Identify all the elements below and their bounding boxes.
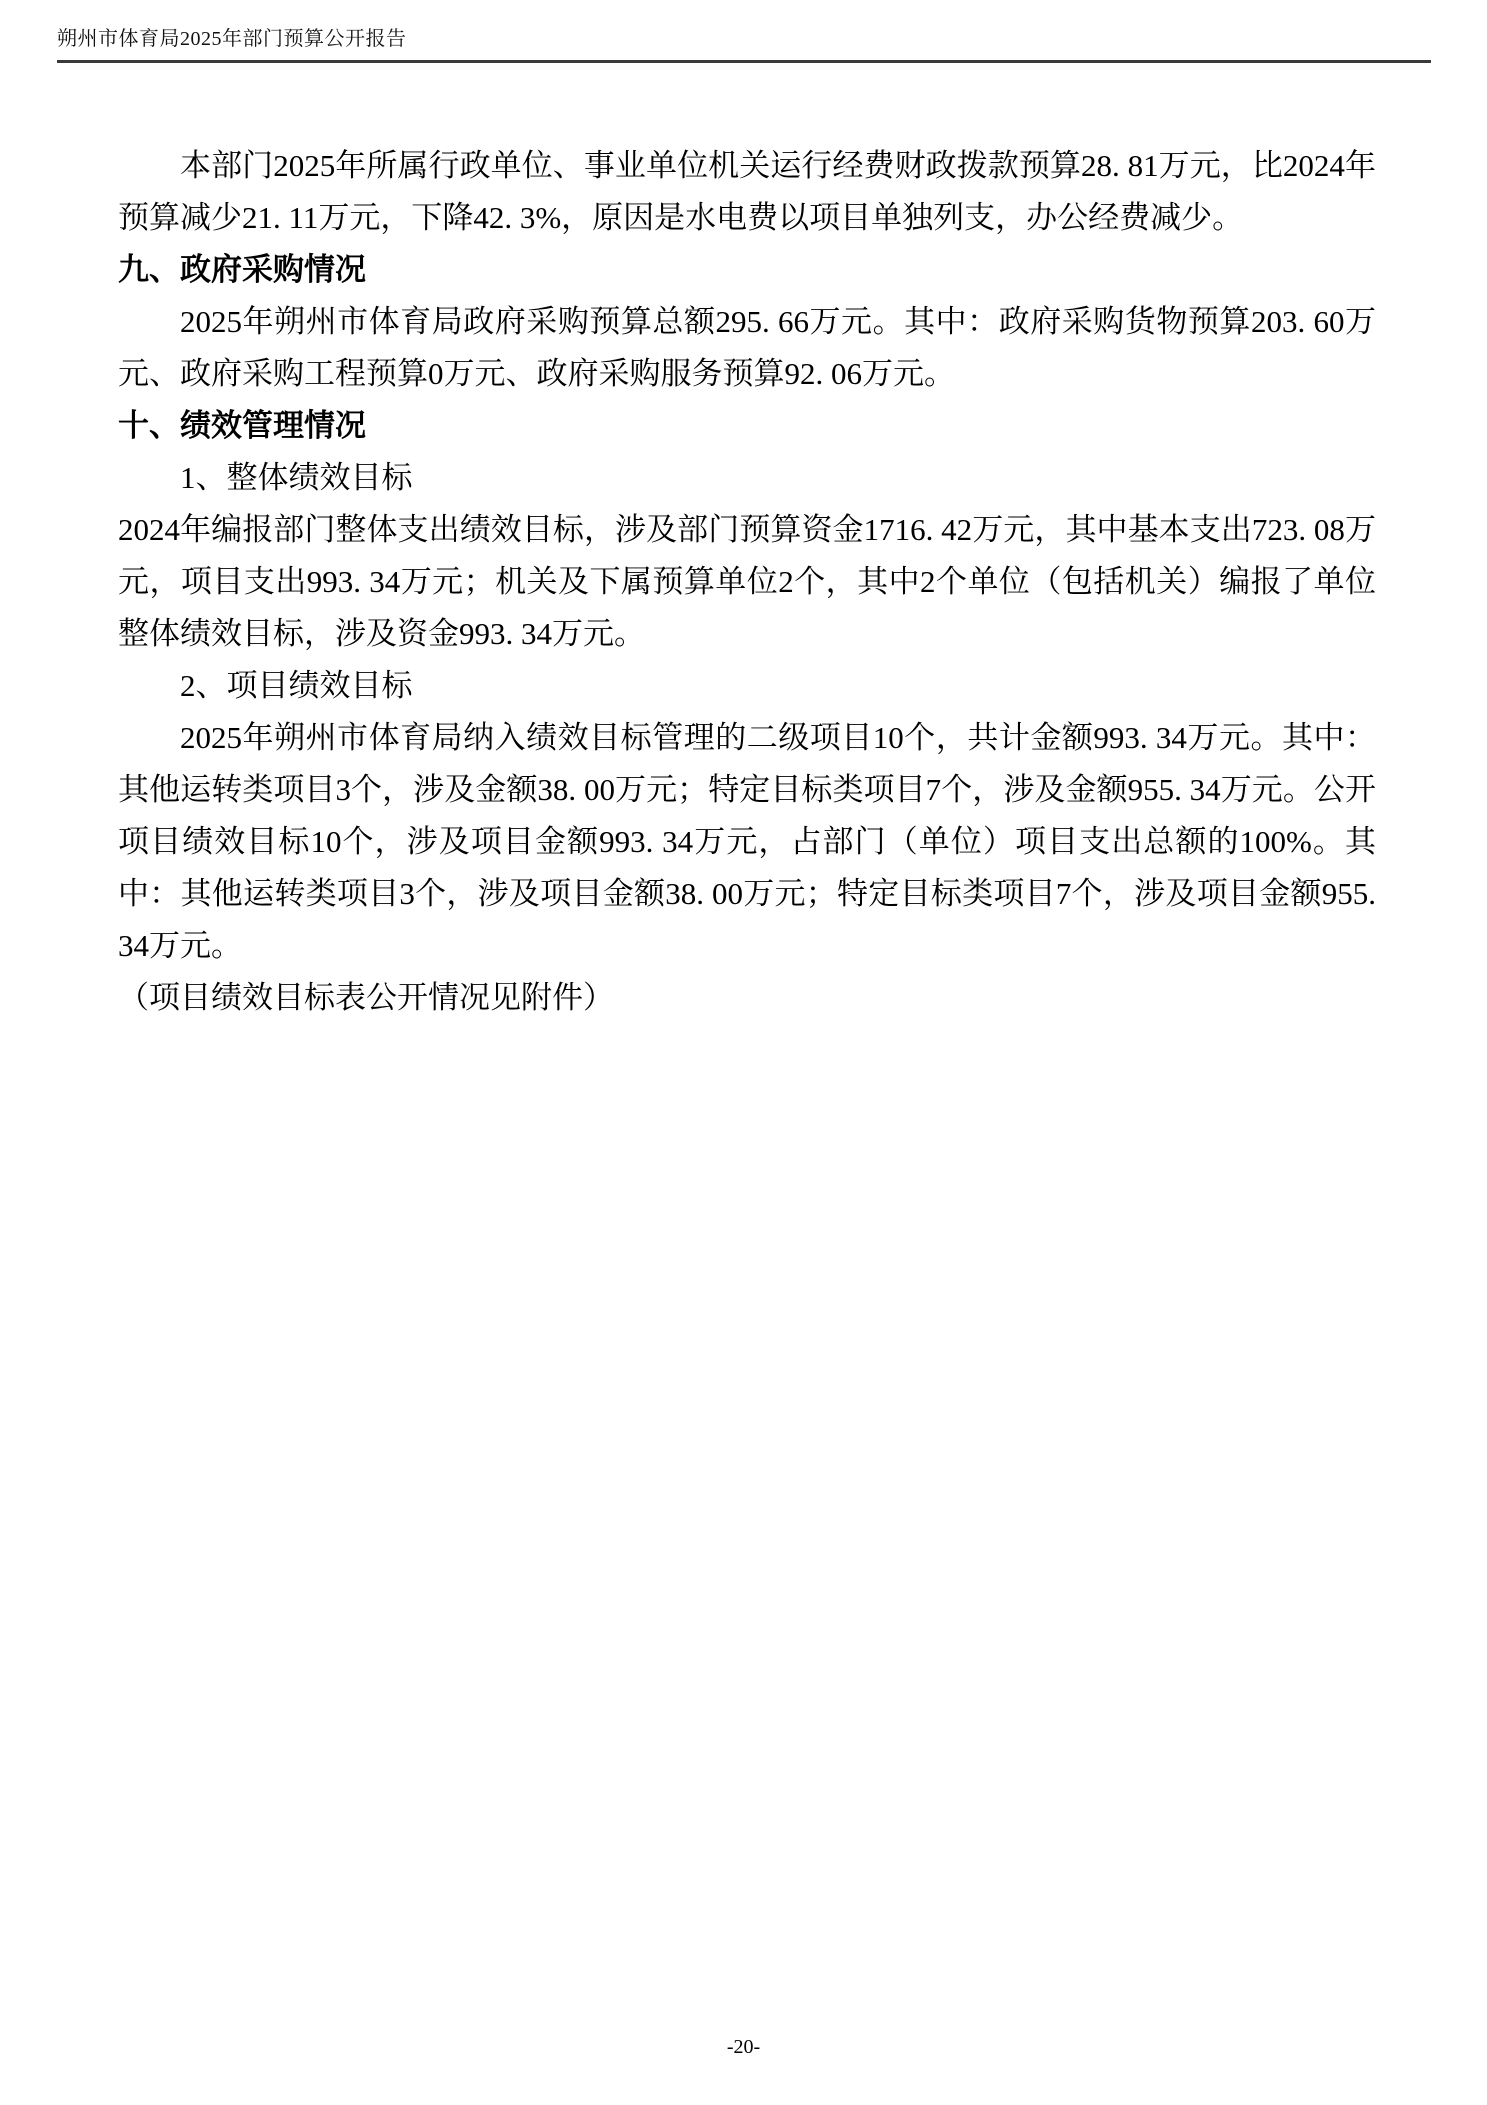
paragraph-project-performance-detail: 2025年朔州市体育局纳入绩效目标管理的二级项目10个，共计金额993. 34万元。其中：其他运转类项目3个，涉及金额38. 00万元；特定目标类项目7个，涉及金额955. 34万元。公开项目绩效目标10个，涉及项目金额993. 34万元，占部门（单位）项目支出总额的100%。其中：其他运转类项目3个，涉及项目金额38. 00万元；特定目标类项目7个，涉及项目金额955. 34万元。 xyxy=(118,720,1376,963)
paragraph-admin-operating-funds: 本部门2025年所属行政单位、事业单位机关运行经费财政拨款预算28. 81万元，比2024年预算减少21. 11万元，下降42. 3%，原因是水电费以项目单独列支，办公经费减少。 xyxy=(118,148,1376,235)
page-header-title: 朔州市体育局2025年部门预算公开报告 xyxy=(57,28,407,50)
paragraph-overall-performance-detail: 2024年编报部门整体支出绩效目标，涉及部门预算资金1716. 42万元，其中基本支出723. 08万元，项目支出993. 34万元；机关及下属预算单位2个，其中2个单位（包括机关）编报了单位整体绩效目标，涉及资金993. 34万元。 xyxy=(118,512,1376,651)
section-heading-performance-management: 十、绩效管理情况 xyxy=(118,408,366,443)
page-header xyxy=(57,26,1431,52)
document-body xyxy=(118,140,1376,1024)
subheading-project-performance-target: 2、项目绩效目标 xyxy=(180,668,413,703)
header-rule xyxy=(57,60,1431,63)
page-footer xyxy=(0,2036,1487,2059)
paragraph-procurement-budget: 2025年朔州市体育局政府采购预算总额295. 66万元。其中：政府采购货物预算203. 60万元、政府采购工程预算0万元、政府采购服务预算92. 06万元。 xyxy=(118,304,1376,391)
paragraph-attachment-note: （项目绩效目标表公开情况见附件） xyxy=(118,980,614,1015)
subheading-overall-performance-target: 1、整体绩效目标 xyxy=(180,460,413,495)
section-heading-government-procurement: 九、政府采购情况 xyxy=(118,252,366,287)
page-number: -20- xyxy=(726,2036,761,2058)
